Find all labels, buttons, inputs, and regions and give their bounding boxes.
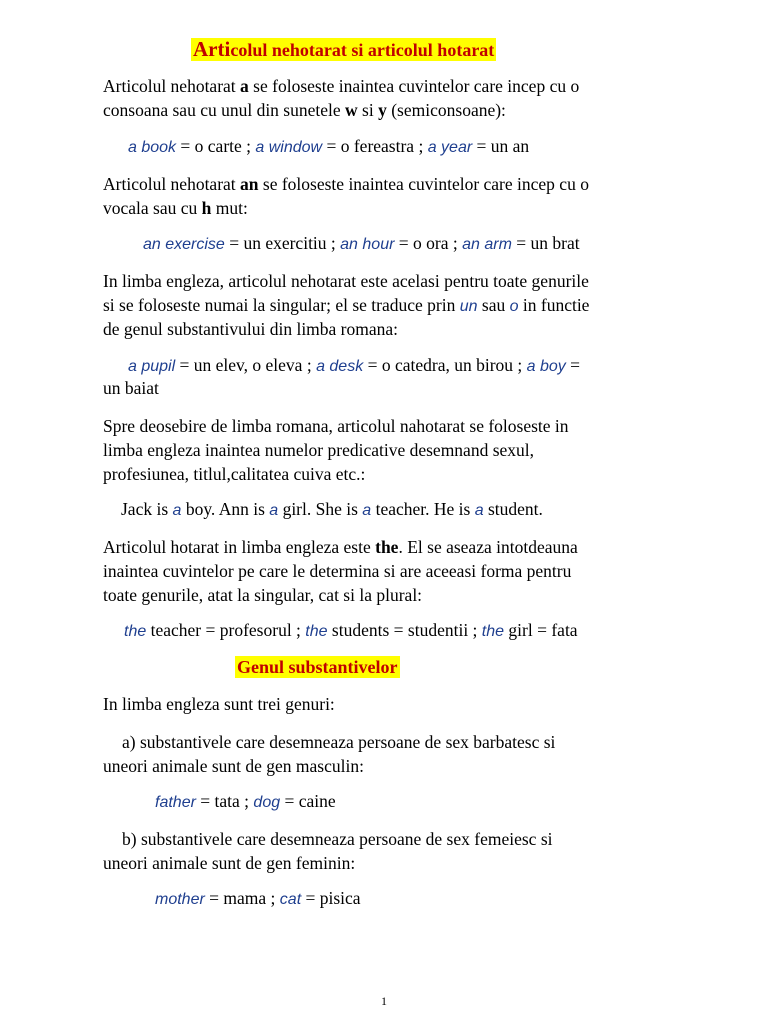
page-number: 1	[381, 994, 387, 1008]
para-masculine-line2	[103, 755, 364, 777]
bold-term: y	[378, 100, 387, 120]
text: uneori animale sunt de gen feminin:	[103, 853, 356, 873]
english-word: a year	[427, 139, 473, 156]
example-feminine	[155, 887, 361, 911]
text: = mama ;	[204, 888, 280, 908]
text: girl = fata	[504, 620, 578, 640]
text: b) substantivele care desemneaza persoane de sex femeiesc si	[122, 829, 553, 849]
text: de genul substantivului din limba romana:	[103, 319, 399, 339]
english-word: a	[269, 502, 279, 519]
para-definite-line1	[103, 536, 578, 558]
text: = o ora ;	[394, 233, 463, 253]
text: mut:	[211, 198, 248, 218]
para-gender-line1	[103, 270, 589, 292]
para-feminine-line2	[103, 852, 355, 874]
english-word: the	[124, 623, 147, 640]
para-predicative-line2	[103, 439, 534, 461]
text: = tata ;	[195, 791, 254, 811]
text: = pisica	[301, 888, 361, 908]
text: Articolul nehotarat	[103, 174, 241, 194]
text: teacher = profesorul ;	[146, 620, 306, 640]
text: profesiunea, titlul,calitatea cuiva etc.:	[103, 464, 366, 484]
bold-term: a	[240, 76, 249, 96]
english-word: a	[172, 502, 182, 519]
english-word: an hour	[340, 236, 395, 253]
para-predicative-line1	[103, 415, 569, 437]
text: un baiat	[103, 378, 159, 398]
para-gender-line2	[103, 294, 589, 318]
text: = un exercitiu ;	[224, 233, 341, 253]
english-word: o	[509, 298, 519, 315]
english-word: cat	[279, 891, 302, 908]
heading-rest: colul nehotarat si articolul hotarat	[230, 40, 495, 60]
text: In limba engleza, articolul nehotarat este acelasi pentru toate genurile	[103, 271, 589, 291]
text: in functie	[518, 295, 590, 315]
text: = o catedra, un birou ;	[363, 355, 527, 375]
example-line-2	[143, 232, 580, 256]
text: students = studentii ;	[327, 620, 482, 640]
example-line-3b	[103, 377, 159, 399]
text: = o fereastra ;	[322, 136, 428, 156]
text: teacher. He is	[371, 499, 475, 519]
example-line-1	[128, 135, 529, 159]
example-line-5	[124, 619, 578, 643]
english-word: a boy	[526, 358, 566, 375]
text: = un brat	[511, 233, 580, 253]
heading-noun-gender: Genul substantivelor	[237, 657, 398, 677]
text: Articolul hotarat in limba engleza este	[103, 537, 376, 557]
english-word: an arm	[462, 236, 512, 253]
heading-prefix: Arti	[193, 37, 231, 61]
english-word: un	[459, 298, 478, 315]
text: boy. Ann is	[181, 499, 270, 519]
text: = o carte ;	[176, 136, 256, 156]
english-word: dog	[253, 794, 281, 811]
heading-articles	[191, 38, 496, 61]
english-word: an exercise	[143, 236, 225, 253]
bold-term: the	[375, 537, 399, 557]
text: = un an	[472, 136, 530, 156]
example-masculine	[155, 790, 336, 814]
english-word: a	[362, 502, 372, 519]
para-definite-line3	[103, 584, 422, 606]
text: Articolul nehotarat	[103, 76, 241, 96]
english-word: a desk	[316, 358, 364, 375]
text: limba engleza inaintea numelor predicative desemnand sexul,	[103, 440, 535, 460]
text: student.	[483, 499, 543, 519]
para-indefinite-an-line2	[103, 197, 248, 219]
english-word: mother	[155, 891, 205, 908]
bold-term: h	[201, 198, 212, 218]
text: Spre deosebire de limba romana, articolul nahotarat se foloseste in	[103, 416, 569, 436]
text: a) substantivele care desemneaza persoane de sex barbatesc si	[122, 732, 556, 752]
para-indefinite-an-line1	[103, 173, 589, 195]
example-line-4	[121, 498, 543, 522]
para-indefinite-a-line1	[103, 75, 579, 97]
para-predicative-line3	[103, 463, 365, 485]
text: = un elev, o eleva ;	[175, 355, 317, 375]
example-line-3	[128, 354, 580, 378]
text: = caine	[280, 791, 336, 811]
para-three-genders	[103, 693, 335, 715]
english-word: the	[481, 623, 505, 640]
english-word: a book	[128, 139, 177, 156]
text: Jack is	[121, 499, 173, 519]
text: inaintea cuvintelor pe care le determina si are aceeasi forma pentru	[103, 561, 572, 581]
english-word: the	[305, 623, 328, 640]
text: consoana sau cu unul din sunetele	[103, 100, 346, 120]
text: si	[357, 100, 379, 120]
bold-term: w	[345, 100, 358, 120]
text: si se foloseste numai la singular; el se traduce prin	[103, 295, 460, 315]
text: se foloseste inaintea cuvintelor care incep cu o	[248, 76, 580, 96]
text: sau	[477, 295, 510, 315]
bold-term: an	[240, 174, 259, 194]
para-indefinite-a-line2	[103, 99, 506, 121]
text: se foloseste inaintea cuvintelor care incep cu o	[258, 174, 589, 194]
text: . El se aseaza intotdeauna	[398, 537, 578, 557]
para-gender-line3	[103, 318, 398, 340]
english-word: father	[155, 794, 196, 811]
text: vocala sau cu	[103, 198, 202, 218]
text: =	[565, 355, 581, 375]
english-word: a window	[255, 139, 323, 156]
para-feminine-line1	[122, 828, 553, 850]
text: uneori animale sunt de gen masculin:	[103, 756, 364, 776]
text: In limba engleza sunt trei genuri:	[103, 694, 335, 714]
english-word: a pupil	[128, 358, 176, 375]
para-definite-line2	[103, 560, 571, 582]
para-masculine-line1	[122, 731, 555, 753]
text: toate genurile, atat la singular, cat si la plural:	[103, 585, 423, 605]
text: girl. She is	[278, 499, 363, 519]
text: (semiconsoane):	[386, 100, 506, 120]
english-word: a	[474, 502, 484, 519]
